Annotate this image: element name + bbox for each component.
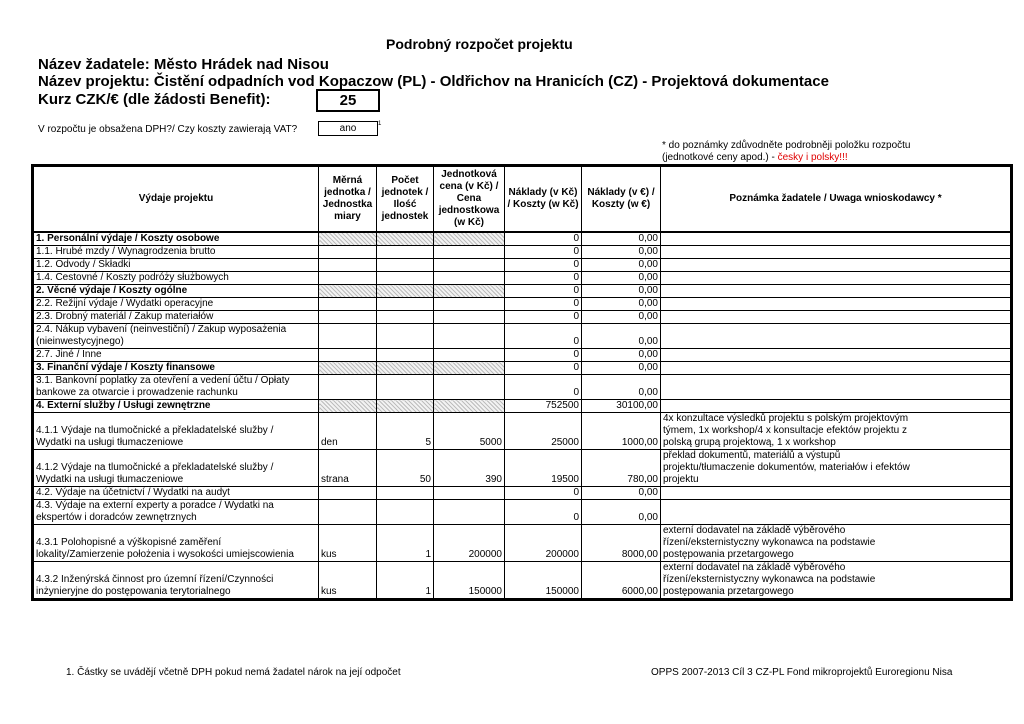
cell-unit[interactable] [319,285,377,298]
table-row [34,450,1011,487]
vat-footnote-mark: 1 [378,121,382,127]
cell-costs-eur[interactable]: 0,00 [582,362,661,375]
cell-count[interactable] [377,259,434,272]
table-row [34,525,1011,562]
cell-unit[interactable] [319,324,377,349]
table-row [34,272,1011,285]
cell-count[interactable]: 5 [377,413,434,450]
cell-unit-price[interactable] [434,362,505,375]
cell-unit-price[interactable] [434,272,505,285]
cell-costs-eur[interactable]: 0,00 [582,375,661,400]
cell-expense: 4.1.2 Výdaje na tlumočnické a překladatelské služby / Wydatki na usługi tłumaczeniowe [34,450,319,487]
table-row [34,487,1011,500]
table-row [34,500,1011,525]
cell-count[interactable] [377,362,434,375]
cell-unit[interactable] [319,362,377,375]
cell-costs-eur[interactable]: 1000,00 [582,413,661,450]
cell-unit-price[interactable]: 150000 [434,562,505,599]
cell-expense: 2. Věcné výdaje / Koszty ogólne [34,285,319,298]
remark-instruction-text: (jednotkové ceny apod.) - [662,152,778,163]
cell-unit[interactable] [319,298,377,311]
cell-unit-price[interactable] [434,500,505,525]
cell-remark[interactable] [661,500,1011,525]
remark-instruction-warning: česky i polsky!!! [777,152,848,163]
cell-costs-czk[interactable]: 0 [505,246,582,259]
cell-costs-eur[interactable]: 0,00 [582,324,661,349]
cell-costs-czk[interactable]: 0 [505,259,582,272]
cell-unit-price[interactable] [434,400,505,413]
cell-unit-price[interactable]: 390 [434,450,505,487]
remark-instruction-line2 [662,152,848,163]
cell-expense: 4.3.1 Polohopisné a výškopisné zaměření lokality/Zamierzenie położenia i wysokości umiejscowienia [34,525,319,562]
cell-expense: 3.1. Bankovní poplatky za otevření a vedení účtu / Opłaty bankowe za otwarcie i prowadzenie rachunku [34,375,319,400]
table-row [34,324,1011,349]
cell-count[interactable] [377,324,434,349]
vat-field[interactable]: ano [318,121,378,136]
cell-costs-eur[interactable]: 0,00 [582,285,661,298]
cell-costs-czk[interactable]: 150000 [505,562,582,599]
cell-costs-czk[interactable]: 0 [505,487,582,500]
cell-unit[interactable] [319,246,377,259]
cell-unit[interactable]: kus [319,525,377,562]
cell-remark[interactable] [661,487,1011,500]
cell-costs-eur[interactable]: 6000,00 [582,562,661,599]
col-header-unit-price: Jednotková cena (v Kč) / Cena jednostkowa (w Kč) [434,167,505,233]
cell-unit[interactable] [319,349,377,362]
cell-unit[interactable]: strana [319,450,377,487]
table-row [34,285,1011,298]
table-row [34,349,1011,362]
remark-instruction-line1: * do poznámky zdůvodněte podrobněji položku rozpočtu [662,140,911,151]
cell-unit-price[interactable] [434,285,505,298]
cell-unit-price[interactable] [434,375,505,400]
cell-costs-czk[interactable]: 0 [505,375,582,400]
cell-remark[interactable] [661,400,1011,413]
cell-costs-czk[interactable]: 0 [505,349,582,362]
cell-remark[interactable] [661,362,1011,375]
cell-unit[interactable] [319,272,377,285]
cell-remark[interactable]: 4x konzultace výsledků projektu s polským projektovým týmem, 1x workshop/4 x konsultacje efektów projektu z polską grupą projektową, 1 x workshop [661,413,1011,450]
program-name: OPPS 2007-2013 Cíl 3 CZ-PL Fond mikroprojektů Euroregionu Nisa [651,667,953,678]
table-row [34,246,1011,259]
cell-count[interactable] [377,400,434,413]
cell-expense: 4. Externí služby / Usługi zewnętrzne [34,400,319,413]
cell-expense: 4.2. Výdaje na účetnictví / Wydatki na audyt [34,487,319,500]
cell-unit-price[interactable] [434,311,505,324]
table-row [34,400,1011,413]
cell-count[interactable] [377,285,434,298]
project-name: Název projektu: Čistění odpadních vod Kopaczow (PL) - Oldřichov na Hranicích (CZ) - Projektová dokumentace [38,73,829,90]
cell-expense: 3. Finanční výdaje / Koszty finansowe [34,362,319,375]
cell-remark[interactable] [661,246,1011,259]
cell-unit[interactable]: den [319,413,377,450]
cell-unit[interactable] [319,375,377,400]
cell-count[interactable] [377,375,434,400]
table-row [34,413,1011,450]
cell-count[interactable]: 50 [377,450,434,487]
cell-expense: 1.4. Cestovné / Koszty podróży służbowych [34,272,319,285]
cell-count[interactable] [377,349,434,362]
cell-costs-czk[interactable]: 752500 [505,400,582,413]
cell-unit-price[interactable] [434,487,505,500]
cell-costs-czk[interactable]: 0 [505,232,582,246]
cell-costs-eur[interactable]: 0,00 [582,487,661,500]
table-row [34,362,1011,375]
cell-remark[interactable] [661,375,1011,400]
table-row [34,311,1011,324]
cell-remark[interactable] [661,298,1011,311]
cell-count[interactable]: 1 [377,562,434,599]
cell-unit[interactable] [319,487,377,500]
vat-question: V rozpočtu je obsažena DPH?/ Czy koszty zawierają VAT? [38,124,298,135]
cell-costs-czk[interactable]: 0 [505,298,582,311]
col-header-costs-eur: Náklady (v €) / Koszty (w €) [582,167,661,233]
cell-costs-eur[interactable]: 0,00 [582,311,661,324]
cell-costs-eur[interactable]: 0,00 [582,259,661,272]
cell-remark[interactable] [661,311,1011,324]
cell-count[interactable] [377,298,434,311]
cell-remark[interactable] [661,324,1011,349]
cell-costs-eur[interactable]: 0,00 [582,246,661,259]
cell-costs-czk[interactable]: 0 [505,272,582,285]
cell-remark[interactable] [661,259,1011,272]
col-header-expenses: Výdaje projektu [34,167,319,233]
budget-table [33,166,1011,599]
cell-remark[interactable]: externí dodavatel na základě výběrového řízení/eksternistyczny wykonawca na podstawie postępowania przetargowego [661,525,1011,562]
col-header-costs-czk: Náklady (v Kč) / Koszty (w Kč) [505,167,582,233]
cell-unit[interactable] [319,232,377,246]
cell-remark[interactable] [661,272,1011,285]
cell-unit-price[interactable] [434,324,505,349]
cell-unit-price[interactable] [434,298,505,311]
cell-unit-price[interactable] [434,232,505,246]
cell-expense: 2.4. Nákup vybavení (neinvestiční) / Zakup wyposażenia (nieinwestycyjnego) [34,324,319,349]
cell-expense: 4.3. Výdaje na externí experty a poradce / Wydatki na ekspertów i doradców zewnętrznych [34,500,319,525]
cell-costs-eur[interactable]: 780,00 [582,450,661,487]
cell-count[interactable] [377,232,434,246]
cell-unit[interactable] [319,311,377,324]
page-title: Podrobný rozpočet projektu [386,36,573,52]
cell-costs-czk[interactable]: 0 [505,324,582,349]
cell-costs-eur[interactable]: 30100,00 [582,400,661,413]
cell-costs-czk[interactable]: 0 [505,362,582,375]
table-row [34,562,1011,599]
cell-costs-czk[interactable]: 0 [505,500,582,525]
cell-unit[interactable] [319,500,377,525]
cell-costs-czk[interactable]: 25000 [505,413,582,450]
cell-unit[interactable] [319,400,377,413]
col-header-unit: Měrná jednotka / Jednostka miary [319,167,377,233]
cell-costs-eur[interactable]: 0,00 [582,298,661,311]
cell-unit-price[interactable] [434,246,505,259]
cell-remark[interactable] [661,349,1011,362]
cell-count[interactable] [377,500,434,525]
cell-remark[interactable] [661,232,1011,246]
col-header-count: Počet jednotek / Ilość jednostek [377,167,434,233]
cell-remark[interactable] [661,285,1011,298]
cell-unit[interactable] [319,259,377,272]
cell-unit-price[interactable]: 5000 [434,413,505,450]
cell-unit-price[interactable] [434,259,505,272]
cell-costs-eur[interactable]: 0,00 [582,349,661,362]
table-row [34,298,1011,311]
cell-count[interactable] [377,487,434,500]
cell-expense: 1. Personální výdaje / Koszty osobowe [34,232,319,246]
table-row [34,232,1011,246]
cell-expense: 2.2. Režijní výdaje / Wydatki operacyjne [34,298,319,311]
cell-expense: 4.1.1 Výdaje na tlumočnické a překladatelské služby / Wydatki na usługi tłumaczeniowe [34,413,319,450]
cell-expense: 2.7. Jiné / Inne [34,349,319,362]
cell-expense: 2.3. Drobný materiál / Zakup materiałów [34,311,319,324]
cell-expense: 1.2. Odvody / Składki [34,259,319,272]
rate-label: Kurz CZK/€ (dle žádosti Benefit): [38,91,271,108]
cell-costs-czk[interactable]: 0 [505,285,582,298]
cell-costs-czk[interactable]: 0 [505,311,582,324]
cell-unit-price[interactable] [434,349,505,362]
cell-unit-price[interactable]: 200000 [434,525,505,562]
cell-expense: 1.1. Hrubé mzdy / Wynagrodzenia brutto [34,246,319,259]
exchange-rate-field[interactable]: 25 [316,89,380,112]
cell-costs-eur[interactable]: 0,00 [582,272,661,285]
cell-costs-eur[interactable]: 8000,00 [582,525,661,562]
applicant-name: Název žadatele: Město Hrádek nad Nisou [38,56,329,73]
cell-remark[interactable]: překlad dokumentů, materiálů a výstupů projektu/tłumaczenie dokumentów, materiałów i efektów projektu [661,450,1011,487]
cell-count[interactable]: 1 [377,525,434,562]
cell-unit[interactable]: kus [319,562,377,599]
cell-count[interactable] [377,246,434,259]
cell-costs-czk[interactable]: 19500 [505,450,582,487]
table-row [34,259,1011,272]
cell-costs-czk[interactable]: 200000 [505,525,582,562]
cell-count[interactable] [377,272,434,285]
cell-costs-eur[interactable]: 0,00 [582,500,661,525]
cell-remark[interactable]: externí dodavatel na základě výběrového řízení/eksternistyczny wykonawca na podstawie postępowania przetargowego [661,562,1011,599]
table-row [34,375,1011,400]
cell-count[interactable] [377,311,434,324]
table-header-row [34,167,1011,233]
col-header-remark: Poznámka žadatele / Uwaga wnioskodawcy * [661,167,1011,233]
footnote: 1. Částky se uvádějí včetně DPH pokud nemá žadatel nárok na její odpočet [66,667,401,678]
cell-costs-eur[interactable]: 0,00 [582,232,661,246]
cell-expense: 4.3.2 Inženýrská činnost pro územní řízení/Czynności inżynieryjne do postępowania terytorialnego [34,562,319,599]
